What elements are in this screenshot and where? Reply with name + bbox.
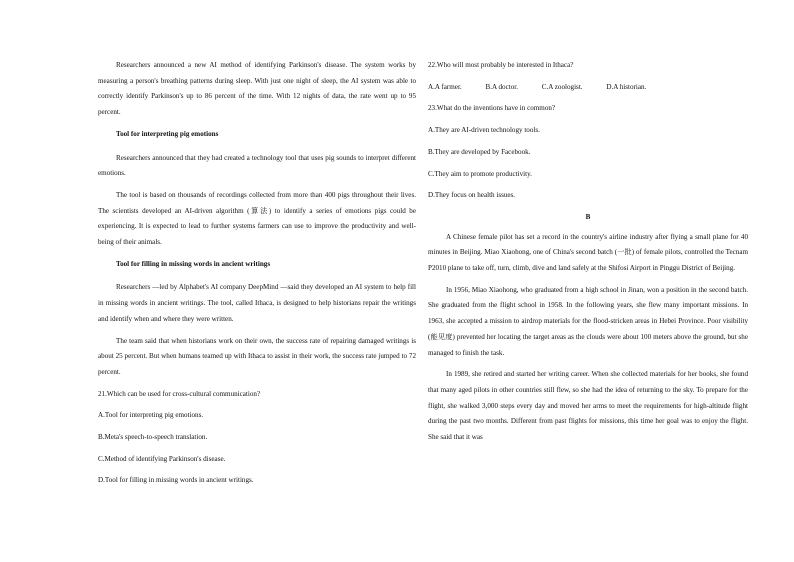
question-22-option-b: B.A doctor. [485,82,518,91]
question-23-option-a: A.They are AI-driven technology tools. [428,126,540,135]
left-column [98,58,416,489]
right-column [428,58,748,446]
question-23-option-b: B.They are developed by Facebook. [428,147,531,156]
question-22-option-c: C.A zoologist. [541,82,583,91]
question-21: 21.Which can be used for cross-cultural communication? [98,389,261,398]
heading-ancient-writings: Tool for filling in missing words in ancient writings [116,259,271,268]
question-21-option-b: B.Meta's speech-to-speech translation. [98,433,208,442]
question-22-option-a: A.A farmer. [428,82,462,91]
question-21-option-c: C.Method of identifying Parkinson's disease. [98,454,226,463]
paragraph-pig-detail: The tool is based on thousands of recordings collected from more than 400 pigs throughout their lives. The scientists developed an AI-driven algorithm (算法) to identify a series of emotions pigs could be experiencing. It is expected to lead to further systems farmers can use to improve the productivity and well-being of their animals. [98,190,416,247]
question-23: 23.What do the inventions have in common? [428,104,556,113]
paragraph-ithaca-rate: The team said that when historians work on their own, the success rate of repairing damaged writings is about 25 percent. But when humans teamed up with Ithaca to assist in their work, the success rate jumped to 72 percent. [98,336,416,376]
section-b-heading: B [585,212,591,221]
paragraph-pig-intro: Researchers announced that they had created a technology tool that uses pig sounds to interpret different emotions. [98,153,416,178]
heading-pig-emotions: Tool for interpreting pig emotions [116,129,219,138]
question-21-option-a: A.Tool for interpreting pig emotions. [98,411,204,420]
paragraph-parkinsons: Researchers announced a new AI method of identifying Parkinson's disease. The system works by measuring a person's breathing patterns during sleep. With just one night of sleep, the AI system was able to correctly identify Parkinson's up to 86 percent of the time. With 12 nights of data, the rate went up to 95 percent. [98,61,416,117]
question-23-option-c: C.They aim to promote productivity. [428,169,532,178]
question-22-options [428,80,748,96]
question-22-option-d: D.A historian. [606,82,647,91]
question-23-option-d: D.They focus on health issues. [428,191,516,200]
paragraph-pilot-retirement: In 1989, she retired and started her writing career. When she collected materials for her books, she found that many aged pilots in other countries still flew, so she had the idea of returning to the sky. To prepare for the flight, she walked 3,000 steps every day and moved her arms to meet the requirements for high-altitude flight during the past two months. Different from past flights for missions, this time her goal was to enjoy the flight. She said that it was [428,370,748,442]
question-21-option-d: D.Tool for filling in missing words in ancient writings. [98,476,254,485]
paragraph-pilot-record: A Chinese female pilot has set a record in the country's airline industry after flying a small plane for 40 minutes in Beijing. Miao Xiaohong, one of China's second batch (一批) of female pilots, controlled the Tecnam P2010 plane to take off, turn, climb, dive and land safely at the Shifosi Airport in Pinggu District of Beijing. [428,232,748,273]
question-22: 22.Who will most probably be interested in Ithaca? [428,61,574,69]
paragraph-pilot-history: In 1956, Miao Xiaohong, who graduated from a high school in Jinan, won a position in the second batch. She graduated from the flight school in 1958. In the following years, she flew many important missions. In 1963, she accepted a mission to airdrop materials for the flood-stricken areas in Hebei Province. Poor visibility (能见度) prevented her locating the target areas as the clouds were about 100 meters above the ground, but she managed to finish the task. [428,285,748,357]
paragraph-ithaca-intro: Researchers —led by Alphabet's AI company DeepMind —said they developed an AI system to help fill in missing words in ancient writings. The tool, called Ithaca, is designed to help historians repair the writings and identify when and where they were written. [98,283,416,323]
